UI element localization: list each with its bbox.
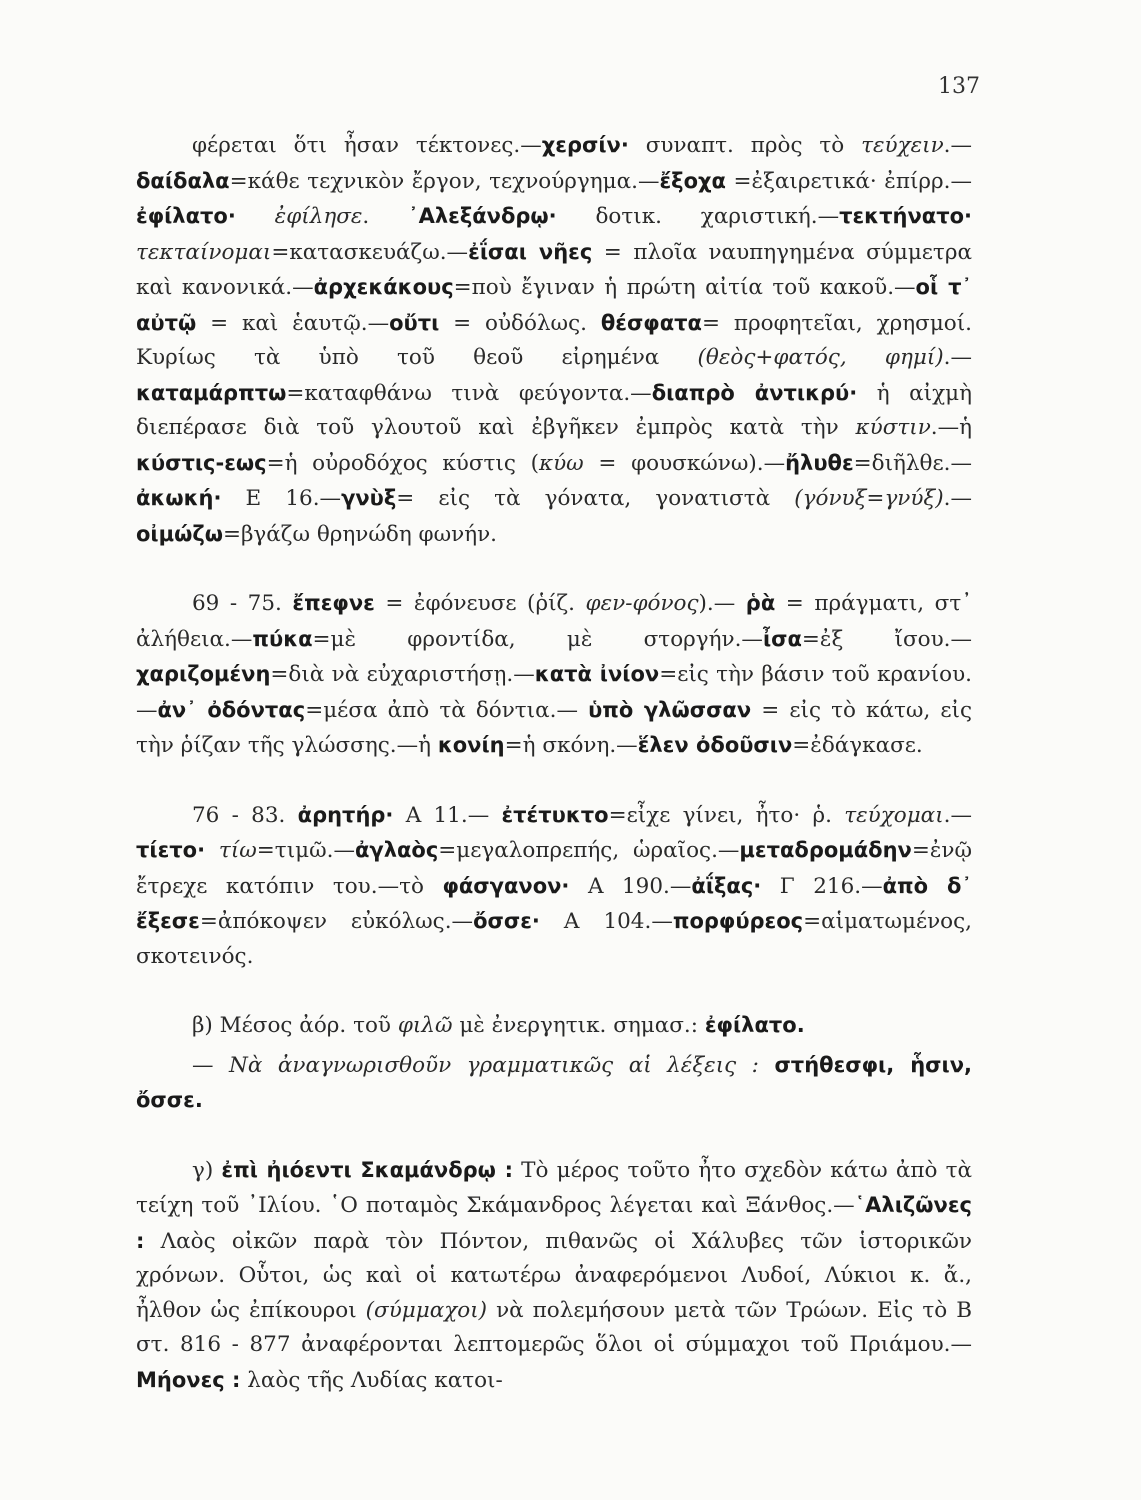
text-run: γ) (192, 1157, 222, 1183)
text-run: =αἱματωμένος, σκοτεινός. (136, 909, 972, 969)
headword: ἐπὶ ἠιόεντι Σκαμάνδρῳ : (221, 1157, 513, 1182)
text-run: νὰ πολεμήσουν μετὰ τῶν Τρώων. Εἰς τὸ Β στ. 816 - 877 ἀναφέρονται λεπτομερῶς ὅλοι οἱ σύμμαχοι τοῦ Πριάμου.— (136, 1297, 972, 1357)
paragraph-5 (136, 1048, 972, 1119)
text-run: .— (943, 486, 973, 511)
italic-term: τεκταίνομαι (136, 239, 272, 265)
headword: ἀπὸ δ᾿ ἔξεσε (136, 873, 972, 933)
headword: ἀρχεκάκους (313, 275, 454, 299)
headword: πορφύρεος (672, 909, 804, 933)
headword: ὄσσε· (473, 909, 540, 933)
text-run: συναπτ. πρὸς τὸ (628, 133, 862, 158)
headword: ῾Αλιζῶνες : (136, 1193, 972, 1253)
text-run: .—ἡ (930, 415, 972, 440)
text-run: μὲ ἐνεργητικ. σημασ.: (452, 1013, 705, 1038)
text-run (205, 838, 219, 863)
text-run: Γ 216.— (761, 873, 883, 899)
text-run: =ἐξ ἴσου.— (801, 626, 972, 652)
headword: ἐφίλατο. (704, 1013, 805, 1037)
text-run: ἡ αἰχμὴ διεπέρασε διὰ τοῦ γλουτοῦ καὶ ἐβγῆκεν ἐμπρὸς κατὰ τὴν (136, 380, 972, 440)
text-run: δοτικ. χαριστική.— (556, 204, 840, 229)
headword: πύκα (252, 626, 313, 651)
headword: ἀρητήρ· (297, 802, 394, 827)
headword: ἀν᾿ ὀδόντας (157, 697, 306, 722)
headword: τίετο· (136, 838, 206, 862)
headword: στήθεσφι, ἧσιν, ὄσσε. (136, 1052, 972, 1112)
headword: φάσγανον· (442, 873, 570, 898)
text-run: =κατασκευάζω.— (271, 239, 469, 265)
text-run: =καταφθάνω τινὰ φεύγοντα.— (286, 380, 652, 406)
headword: ἔξοχα (659, 168, 726, 193)
headword: οὔτι (389, 310, 440, 335)
text-run: .— (943, 345, 972, 370)
text-run: =διὰ νὰ εὐχαριστήσῃ.— (270, 662, 535, 687)
text-run: =ποὺ ἔγιναν ἡ πρώτη αἰτία τοῦ κακοῦ.— (453, 275, 916, 300)
text-run: Α 104.— (539, 909, 673, 934)
italic-term: φεν-φόνος (585, 591, 699, 616)
italic-term: τεύχειν (861, 133, 944, 158)
italic-term: τίω (218, 838, 257, 863)
text-run: = οὐδόλως. (439, 310, 601, 336)
text-run: =ἐξαιρετικά· ἐπίρρ.— (725, 168, 972, 194)
text-run: =μὲ φροντίδα, μὲ στοργήν.— (312, 626, 763, 652)
text-run: .— (943, 133, 973, 158)
italic-term: (θεὸς+φατός, φημί) (697, 345, 944, 370)
text-run: Ε 16.— (221, 486, 342, 511)
headword: χερσίν· (541, 133, 629, 157)
headword: οἷ τ᾿ αὐτῷ (136, 275, 972, 335)
italic-term: κύω (538, 450, 584, 476)
text-run: = πράγματι, στ᾿ ἀλήθεια.— (136, 591, 972, 652)
headword: ᾿Αλεξάνδρῳ· (408, 204, 557, 228)
text-run: 76 - 83. (192, 802, 298, 828)
text-run: φέρεται ὅτι ἦσαν τέκτονες.— (192, 133, 542, 158)
text-run: =μέσα ἀπὸ τὰ δόντια.— (305, 697, 589, 723)
headword: διαπρὸ ἀντικρύ· (651, 380, 858, 405)
text-run: =διῆλθε.— (853, 450, 972, 476)
text-run: Λαὸς οἰκῶν παρὰ τὸν Πόντον, πιθανῶς οἱ Χάλυβες τῶν ἱστορικῶν χρόνων. Οὗτοι, ὡς καὶ οἱ κατωτέρω ἀναφερόμενοι Λυδοί, Λύκιοι κ. ἄ., ἦλθον ὡς ἐπίκουροι (136, 1228, 972, 1323)
italic-term: (γόνυξ=γνύξ) (794, 486, 944, 511)
text-run: 69 - 75. (192, 591, 293, 616)
headword: ἀΐξας· (691, 873, 762, 898)
headword: ἐΐσαι νῆες (468, 239, 593, 264)
text-run: =ἡ οὐροδόχος κύστις ( (266, 450, 539, 476)
text-run: = καὶ ἑαυτῷ.— (196, 310, 390, 336)
text-run: =ἐνῷ ἔτρεχε κατόπιν του.—τὸ (136, 838, 972, 899)
text-run: = πλοῖα ναυπηγημένα σύμμετρα καὶ κανονικά.— (136, 239, 972, 300)
text-run: =εἰς τὴν βάσιν τοῦ κρανίου.— (136, 662, 972, 723)
headword: δαίδαλα (136, 168, 230, 193)
headword: κατὰ ἰνίον (534, 662, 660, 686)
text-run (759, 1053, 775, 1078)
text-run: Α 190.— (569, 873, 692, 899)
text-run: λαὸς τῆς Λυδίας κατοι- (240, 1367, 503, 1393)
headword: μεταδρομάδην (739, 838, 912, 862)
headword: κύστις-εως (136, 450, 267, 475)
text-run: =μεγαλοπρεπής, ὡραῖος.— (438, 838, 740, 863)
headword: Μήονες : (136, 1367, 241, 1392)
text-run: =ἀπόκοψεν εὐκόλως.— (199, 909, 474, 934)
text-run: — (192, 1052, 230, 1078)
text-run: Τὸ μέρος τοῦτο ἦτο σχεδὸν κάτω ἀπὸ τὰ τείχη τοῦ ᾿Ιλίου. ῾Ο ποταμὸς Σκάμανδρος λέγεται καὶ Ξάνθος.— (136, 1157, 972, 1218)
text-run: = ἐφόνευσε (ῥίζ. (374, 591, 586, 616)
headword: τεκτήνατο· (839, 204, 972, 228)
text-run: . (362, 204, 409, 229)
headword: ἀκωκή· (136, 486, 222, 510)
text-run: = φουσκώνω).— (583, 450, 786, 476)
paragraph-2 (136, 586, 972, 764)
text-run: = εἰς τὰ γόνατα, γονατιστὰ (396, 486, 795, 511)
text-run: =ἐδάγκασε. (792, 733, 923, 758)
headword: καταμάρπτω (136, 380, 287, 405)
paragraph-6 (136, 1153, 972, 1399)
headword: ῥὰ (745, 591, 776, 615)
page-number: 137 (938, 74, 980, 99)
headword: ἶσα (762, 626, 802, 651)
headword: ἀγλαὸς (354, 838, 439, 862)
italic-term: Νὰ ἀναγνωρισθοῦν γραμματικῶς αἱ λέξεις : (229, 1052, 759, 1078)
text-run: = εἰς τὸ κάτω, εἰς τὴν ῥίζαν τῆς γλώσσης.—ἡ (136, 697, 972, 758)
headword: χαριζομένη (136, 662, 271, 686)
paragraph-1 (136, 128, 972, 552)
italic-term: ἐφίλησε (274, 204, 363, 229)
headword: ὑπὸ γλῶσσαν (588, 697, 752, 722)
headword: θέσφατα (600, 310, 702, 335)
text-run: =ἡ σκόνη.— (504, 733, 638, 758)
body-text (136, 128, 972, 1398)
italic-term: τεύχομαι (844, 802, 944, 828)
headword: ἔπεφνε (292, 591, 375, 615)
text-run: .— (943, 802, 972, 828)
headword: ἐτέτυκτο (501, 802, 609, 827)
text-run: ).— (698, 591, 746, 616)
headword: ἐφίλατο· (136, 204, 236, 228)
text-run: =τιμῶ.— (256, 838, 355, 863)
headword: γνὺξ (341, 486, 397, 510)
headword: κονίη (437, 733, 505, 757)
text-run: β) Μέσος ἀόρ. τοῦ (192, 1013, 398, 1038)
text-run: =εἶχε γίνει, ἦτο· ῥ. (608, 802, 845, 828)
text-run: =βγάζω θρηνώδη φωνήν. (222, 521, 497, 547)
text-run: = προφητεῖαι, χρησμοί. Κυρίως τὰ ὑπὸ τοῦ θεοῦ εἰρημένα (136, 310, 972, 370)
italic-term: φιλῶ (397, 1013, 453, 1038)
italic-term: (σύμμαχοι) (365, 1297, 488, 1323)
text-run (236, 204, 275, 229)
paragraph-3 (136, 798, 972, 975)
italic-term: κύστιν (855, 415, 931, 440)
paragraph-4 (136, 1008, 972, 1044)
headword: ἕλεν ὀδοῦσιν (637, 733, 793, 757)
headword: ἤλυθε (785, 450, 854, 475)
text-run: Α 11.— (393, 802, 502, 828)
headword: οἰμώζω (136, 521, 223, 546)
text-run: =κάθε τεχνικὸν ἔργον, τεχνούργημα.— (229, 168, 660, 194)
